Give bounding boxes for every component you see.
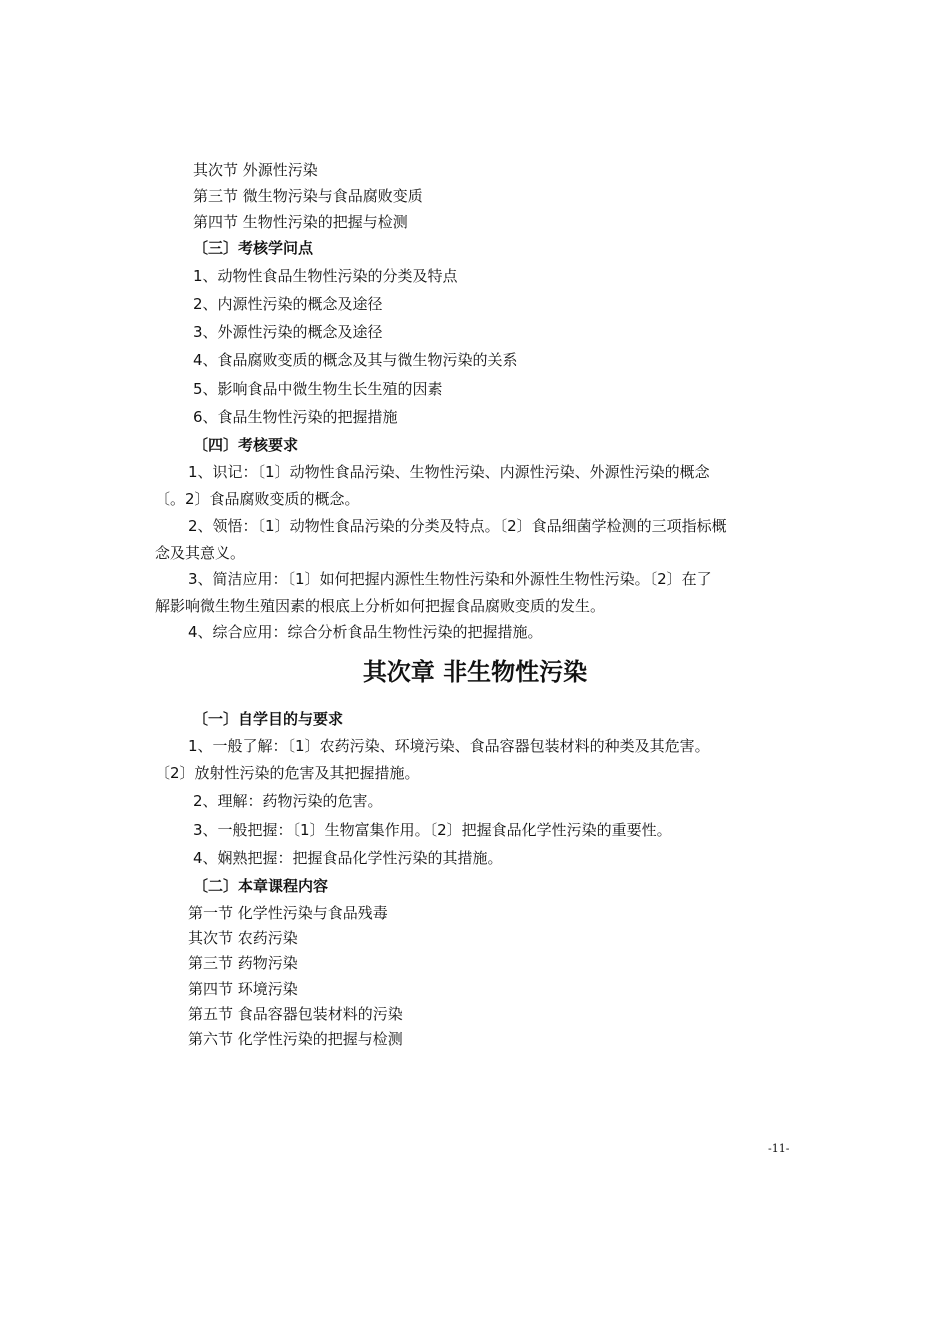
requirement-line: 2、领悟：〔1〕动物性食品污染的分类及特点。〔2〕食品细菌学检测的三项指标概 bbox=[188, 517, 727, 535]
content-section: 第四节 环境污染 bbox=[188, 980, 298, 998]
knowledge-point: 3、外源性污染的概念及途径 bbox=[193, 323, 383, 341]
content-section: 第六节 化学性污染的把握与检测 bbox=[188, 1030, 403, 1048]
page-number: -11- bbox=[768, 1142, 790, 1155]
goal-line: 2、理解：药物污染的危害。 bbox=[193, 792, 383, 810]
content-section: 第三节 药物污染 bbox=[188, 954, 298, 972]
knowledge-heading: 〔三〕考核学问点 bbox=[193, 239, 314, 257]
requirements-heading: 〔四〕考核要求 bbox=[193, 436, 299, 454]
section-line: 第四节 生物性污染的把握与检测 bbox=[193, 213, 408, 231]
section-line: 第三节 微生物污染与食品腐败变质 bbox=[193, 187, 423, 205]
requirement-line: 3、简洁应用：〔1〕如何把握内源性生物性污染和外源性生物性污染。〔2〕在了 bbox=[188, 570, 712, 588]
knowledge-point: 6、食品生物性污染的把握措施 bbox=[193, 408, 398, 426]
content-section: 第五节 食品容器包装材料的污染 bbox=[188, 1005, 403, 1023]
knowledge-point: 5、影响食品中微生物生长生殖的因素 bbox=[193, 380, 443, 398]
requirement-line: 念及其意义。 bbox=[155, 544, 246, 562]
content-section: 其次节 农药污染 bbox=[188, 929, 298, 947]
goal-line: 〔2〕放射性污染的危害及其把握措施。 bbox=[155, 764, 420, 782]
section-line: 其次节 外源性污染 bbox=[193, 161, 318, 179]
knowledge-point: 4、食品腐败变质的概念及其与微生物污染的关系 bbox=[193, 351, 518, 369]
goals-heading: 〔一〕自学目的与要求 bbox=[193, 710, 344, 728]
requirement-line: 4、综合应用：综合分析食品生物性污染的把握措施。 bbox=[188, 623, 543, 641]
goal-line: 3、一般把握：〔1〕生物富集作用。〔2〕把握食品化学性污染的重要性。 bbox=[193, 821, 672, 839]
requirement-line: 1、识记：〔1〕动物性食品污染、生物性污染、内源性污染、外源性污染的概念 bbox=[188, 463, 710, 481]
goal-line: 4、娴熟把握：把握食品化学性污染的其措施。 bbox=[193, 849, 503, 867]
content-section: 第一节 化学性污染与食品残毒 bbox=[188, 904, 388, 922]
requirement-line: 〔。2〕食品腐败变质的概念。 bbox=[155, 490, 360, 508]
content-heading: 〔二〕本章课程内容 bbox=[193, 877, 329, 895]
requirement-line: 解影响微生物生殖因素的根底上分析如何把握食品腐败变质的发生。 bbox=[155, 597, 606, 615]
goal-line: 1、一般了解：〔1〕农药污染、环境污染、食品容器包装材料的种类及其危害。 bbox=[188, 737, 710, 755]
knowledge-point: 2、内源性污染的概念及途径 bbox=[193, 295, 383, 313]
knowledge-point: 1、动物性食品生物性污染的分类及特点 bbox=[193, 267, 458, 285]
chapter-title: 其次章 非生物性污染 bbox=[362, 658, 588, 686]
